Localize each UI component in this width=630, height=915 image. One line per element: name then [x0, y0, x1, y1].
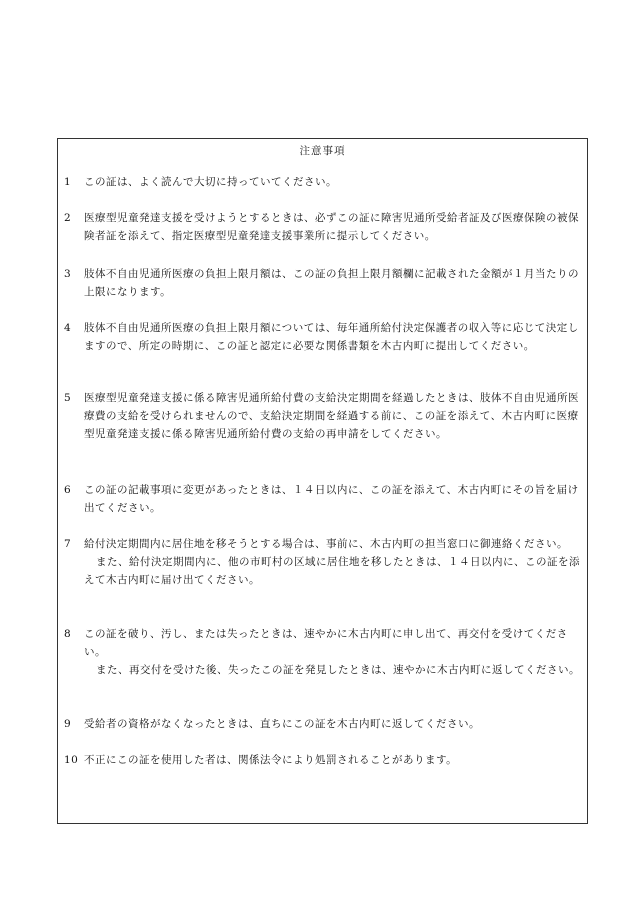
notice-item-5	[64, 389, 582, 443]
item-number: 8	[64, 628, 72, 640]
item-number: 3	[64, 268, 72, 280]
item-text: この証の記載事項に変更があったときは、１４日以内に、この証を添えて、木古内町にその旨を届け出てください。	[84, 484, 579, 514]
notice-item-2	[64, 209, 582, 245]
notice-item-6	[64, 481, 582, 517]
item-text: 不正にこの証を使用した者は、関係法令により処罰されることがあります。	[84, 754, 458, 766]
notice-box	[57, 138, 588, 824]
item-number: 5	[64, 392, 72, 404]
notice-item-10	[64, 751, 582, 769]
notice-title: 注意事項	[299, 145, 346, 157]
item-number: 4	[64, 322, 72, 334]
notice-item-4	[64, 319, 582, 355]
item-text: 受給者の資格がなくなったときは、直ちにこの証を木古内町に返してください。	[84, 718, 480, 730]
item-text-continued: また、再交付を受けた後、失ったこの証を発見したときは、速やかに木古内町に返してください。	[96, 664, 580, 676]
item-text: 肢体不自由児通所医療の負担上限月額は、この証の負担上限月額欄に記載された金額が１月当たりの上限になります。	[84, 268, 579, 298]
item-text: 給付決定期間内に居住地を移そうとする場合は、事前に、木古内町の担当窓口に御連絡ください。	[84, 538, 568, 550]
item-text: 医療型児童発達支援に係る障害児通所給付費の支給決定期間を経過したときは、肢体不自由児通所医療費の支給を受けられませんので、支給決定期間を経過する前に、この証を添えて、木古内町に医療型児童発達支援に係る障害児通所給付費の支給の再申請をしてください。	[84, 392, 579, 440]
notice-item-9	[64, 715, 582, 733]
item-text-continued: また、給付決定期間内に、他の市町村の区域に居住地を移したときは、１４日以内に、この証を添えて木古内町に届け出てください。	[84, 556, 580, 586]
item-number: 6	[64, 484, 72, 496]
item-text: この証を破り、汚し、または失ったときは、速やかに木古内町に申し出て、再交付を受けてください。	[84, 628, 568, 658]
item-number: 10	[64, 754, 79, 766]
notice-item-1	[64, 173, 582, 191]
notice-item-7	[64, 535, 582, 589]
item-number: 2	[64, 212, 72, 224]
notice-item-3	[64, 265, 582, 301]
item-number: 7	[64, 538, 72, 550]
item-text: この証は、よく読んで大切に持っていてください。	[84, 176, 337, 188]
item-number: 9	[64, 718, 72, 730]
item-text: 医療型児童発達支援を受けようとするときは、必ずこの証に障害児通所受給者証及び医療保険の被保険者証を添えて、指定医療型児童発達支援事業所に提示してください。	[84, 212, 579, 242]
notice-item-8	[64, 625, 582, 679]
item-number: 1	[64, 176, 72, 188]
item-text: 肢体不自由児通所医療の負担上限月額については、毎年通所給付決定保護者の収入等に応じて決定しますので、所定の時期に、この証と認定に必要な関係書類を木古内町に提出してください。	[84, 322, 579, 352]
